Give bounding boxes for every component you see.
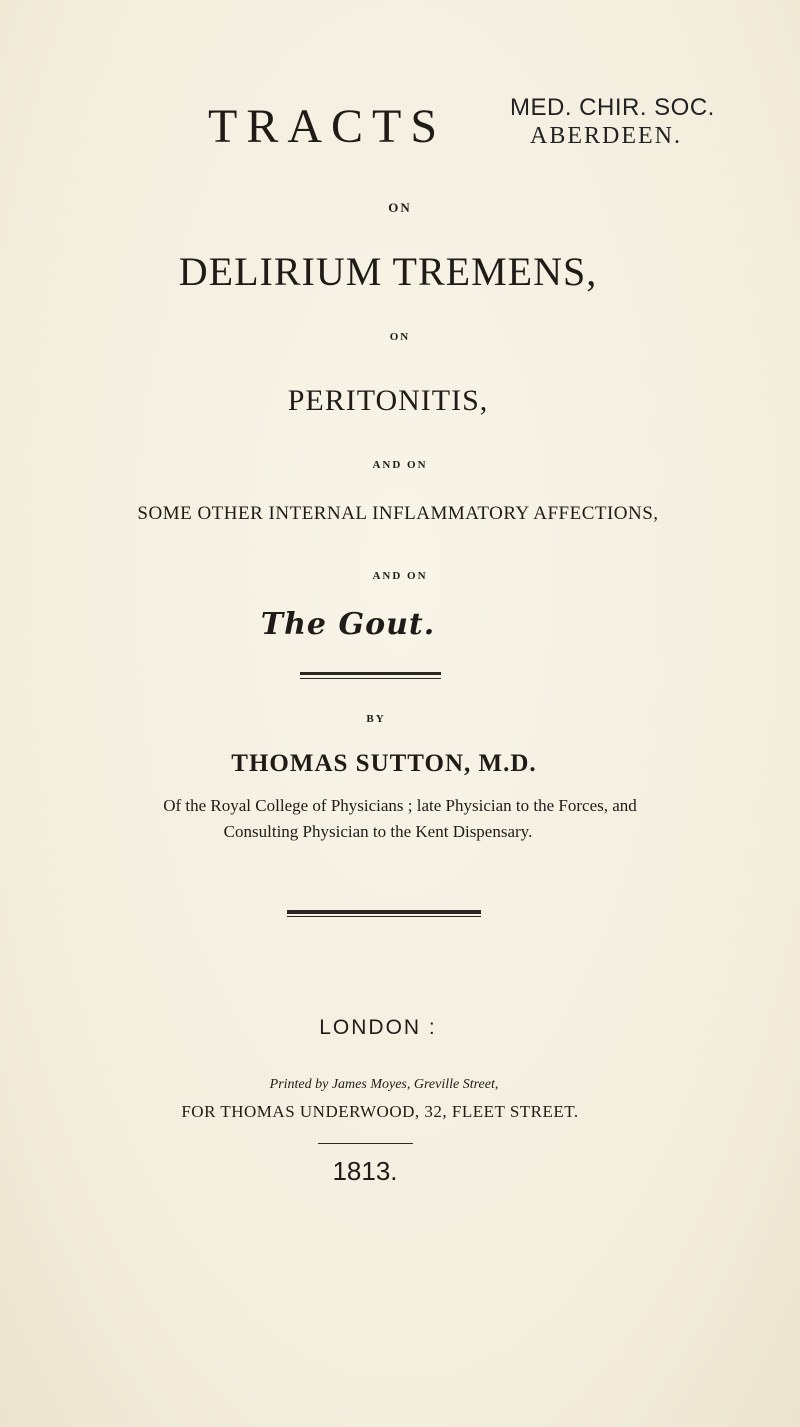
delirium-title: DELIRIUM TREMENS, [178,249,598,294]
publication-year: 1813. [332,1156,398,1186]
divider-rule-2a [287,910,481,914]
other-affections-title: SOME OTHER INTERNAL INFLAMMATORY AFFECTIONS, [137,503,659,524]
and-on-label-1: AND ON [372,459,428,471]
divider-rule-3 [318,1143,413,1144]
author-name: THOMAS SUTTON, M.D. [231,750,537,777]
tracts-heading: TRACTS [208,100,447,153]
by-label: BY [366,713,386,725]
gout-title: The Gout. [260,607,436,642]
divider-rule-1a [300,672,441,675]
on-label-1: ON [388,200,412,215]
divider-rule-1b [300,678,441,679]
divider-rule-2b [287,916,481,917]
on-label-2: ON [389,331,411,343]
publisher-line: FOR THOMAS UNDERWOOD, 32, FLEET STREET. [181,1102,579,1121]
stamp-line-1: MED. CHIR. SOC. [510,94,715,121]
printer-line: Printed by James Moyes, Greville Street, [269,1077,499,1092]
imprint-city: LONDON : [319,1016,437,1039]
peritonitis-title: PERITONITIS, [287,384,489,417]
stamp-line-2: ABERDEEN. [530,123,682,149]
and-on-label-2: AND ON [372,570,428,582]
affiliation-line-1: Of the Royal College of Physicians ; late Physician to the Forces, and [163,796,637,815]
affiliation-line-2: Consulting Physician to the Kent Dispensary. [223,822,533,841]
library-stamp [510,94,715,150]
